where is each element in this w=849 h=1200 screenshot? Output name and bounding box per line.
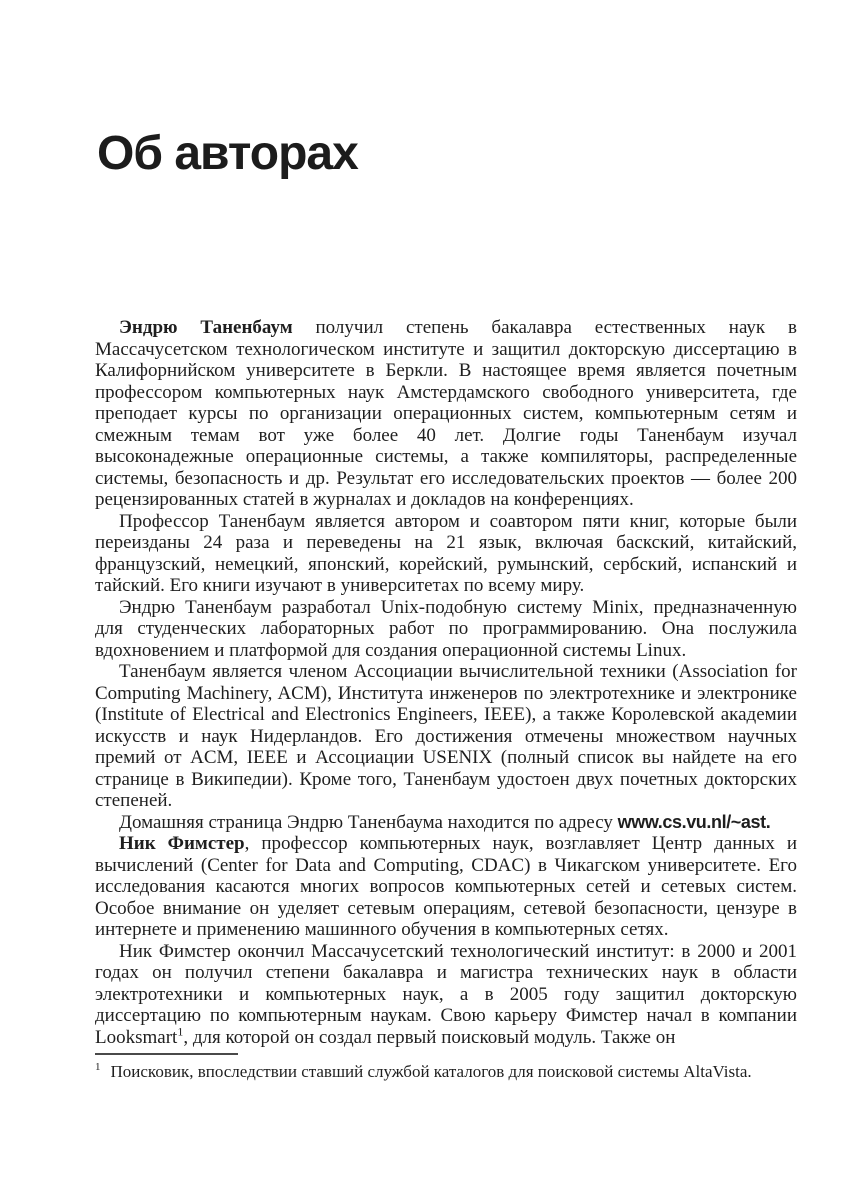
text-run: , для которой он создал первый поисковый модуль. Также он: [183, 1026, 676, 1048]
author-name: Эндрю Таненбаум: [119, 317, 293, 338]
page-title: Об авторах: [97, 127, 358, 180]
paragraph: [95, 597, 797, 662]
text-run: Домашняя страница Эндрю Таненбаума находится по адресу: [119, 811, 618, 833]
text-run: Профессор Таненбаум является автором и соавтором пяти книг, которые были переизданы 24 раза и переведены на 21 язык, включая баскский, китайский, французский, немецкий, японский, корейский, румынский, сербский, испанский и тайский. Его книги изучают в университетах по всему миру.: [95, 510, 797, 596]
text-run: получил степень бакалавра естественных наук в Массачусетском технологическом институте и защитил докторскую диссертацию в Калифорнийском университете в Беркли. В настоящее время является почетным профессором компьютерных наук Амстердамского свободного университета, где преподает курсы по организации операционных систем, компьютерным сетям и смежным темам вот уже более 40 лет. Долгие годы Таненбаум изучал высоконадежные операционные системы, а также компиляторы, распределенные системы, безопасность и др. Результат его исследовательских проектов — более 200 рецензированных статей в журналах и докладов на конференциях.: [95, 317, 797, 510]
footnote-marker: 1: [95, 1061, 101, 1074]
paragraph: [95, 317, 797, 511]
homepage-url: www.cs.vu.nl/~ast.: [617, 811, 771, 832]
paragraph: [95, 812, 797, 834]
footnote: [95, 1053, 797, 1082]
footnote-text-line: [95, 1062, 797, 1082]
text-run: Эндрю Таненбаум разработал Unix-подобную систему Minix, предназначенную для студенческих лабораторных работ по программированию. Она послужила вдохновением и платформой для создания операционной системы Linux.: [95, 596, 797, 661]
author-name: Ник Фимстер: [119, 833, 245, 854]
text-run: Таненбаум является членом Ассоциации вычислительной техники (Association for Computing Machinery, ACM), Института инженеров по электротехнике и электронике (Institute of Electrical and Electronics Engineers, IEEE), а также Королевской академии искусств и наук Нидерландов. Его достижения отмечены множеством научных премий от ACM, IEEE и Ассоциации USENIX (полный список вы найдете на его странице в Википедии). Кроме того, Таненбаум удостоен двух почетных докторских степеней.: [95, 661, 797, 811]
footnote-text: Поисковик, впоследствии ставший службой каталогов для поисковой системы AltaVista.: [110, 1062, 752, 1081]
text-run: , профессор компьютерных наук, возглавляет Центр данных и вычислений (Center for Data and Computing, CDAC) в Чикагском университете. Его исследования касаются многих вопросов компьютерных сетей и сетевых систем. Особое внимание он уделяет сетевым операциям, сетевой безопасности, цензуре в интернете и применению машинного обучения в компьютерных сетях.: [95, 833, 797, 940]
body-text: [95, 317, 797, 1048]
paragraph: [95, 511, 797, 597]
paragraph: [95, 941, 797, 1049]
paragraph: [95, 833, 797, 941]
footnote-reference: 1: [177, 1024, 184, 1039]
text-run: Ник Фимстер окончил Массачусетский технологический институт: в 2000 и 2001 годах он получил степени бакалавра и магистра технических наук в области электротехники и компьютерных наук, а в 2005 году защитил докторскую диссертацию по компьютерным наукам. Свою карьеру Фимстер начал в компании Looksmart: [95, 940, 797, 1048]
paragraph: [95, 661, 797, 812]
footnote-divider: [95, 1053, 238, 1055]
